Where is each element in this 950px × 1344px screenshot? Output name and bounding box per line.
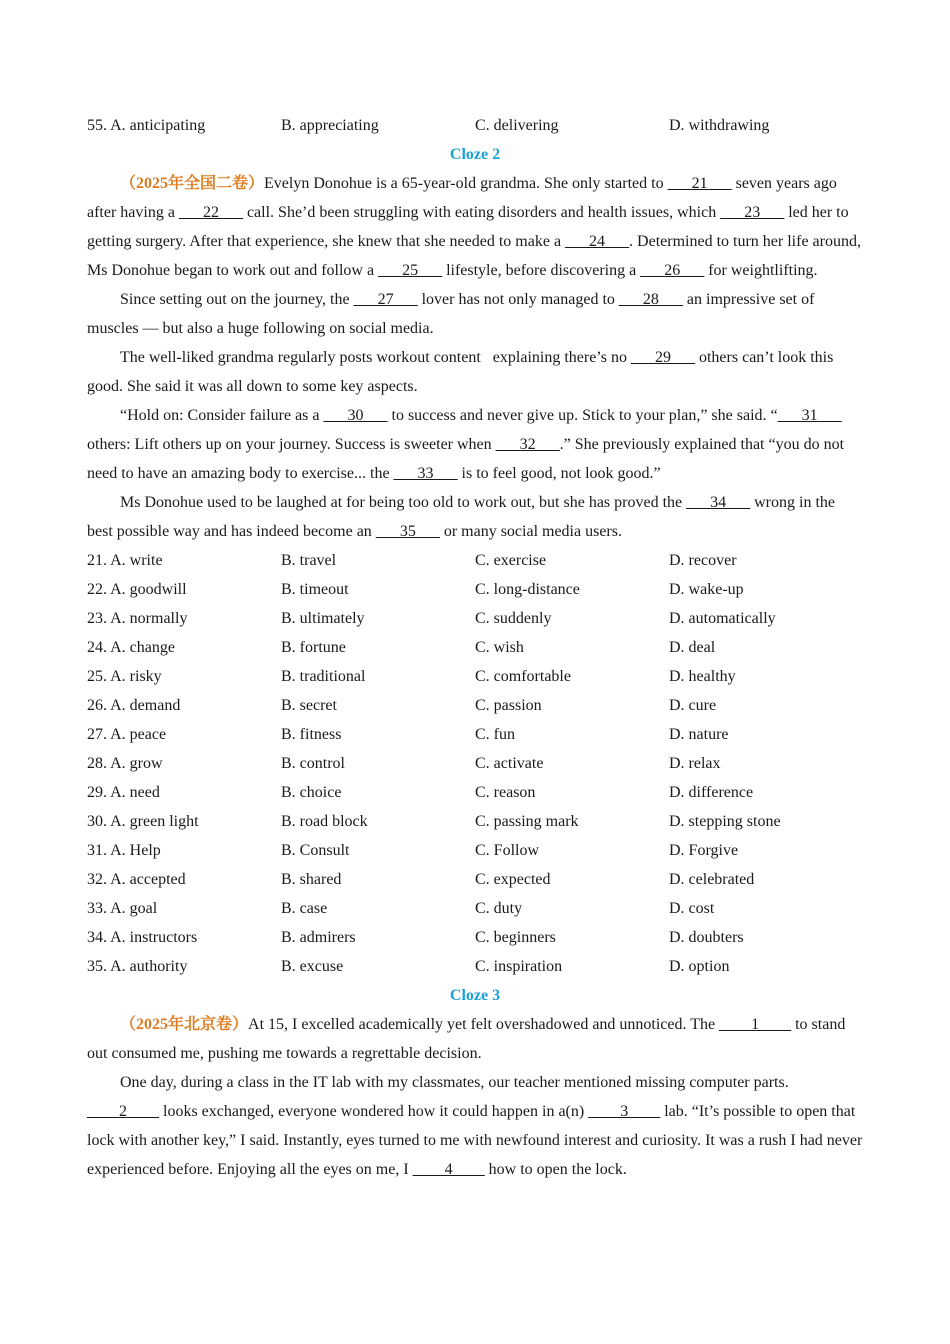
cloze2-paragraph-2: [87, 285, 863, 343]
text: others: Lift others up on your journey. Success is sweeter when: [87, 436, 496, 453]
option: B. timeout: [281, 581, 349, 598]
option: D. relax: [669, 755, 721, 772]
option: D. Forgive: [669, 842, 739, 859]
option: B. ultimately: [281, 610, 365, 627]
text: lover has not only managed to: [417, 291, 619, 308]
option: C. exercise: [475, 552, 547, 569]
text: looks exchanged, everyone wondered how it could happen in a(n): [159, 1103, 589, 1120]
prev-question-options: [87, 111, 863, 140]
option: 31. A. Help: [87, 842, 161, 859]
text: The well-liked grandma regularly posts workout content explaining there’s no: [120, 349, 631, 366]
document-page: [87, 111, 863, 1184]
blank-25: ___25___: [378, 262, 443, 279]
option: D. recover: [669, 552, 737, 569]
option: D. doubters: [669, 929, 744, 946]
text: lifestyle, before discovering a: [442, 262, 641, 279]
option: C. fun: [475, 726, 515, 743]
blank-1: ____1____: [719, 1016, 792, 1033]
option: 35. A. authority: [87, 958, 188, 975]
blank-27: ___27___: [353, 291, 418, 308]
option: B. road block: [281, 813, 368, 830]
blank-24: ___24___: [565, 233, 630, 250]
option-a: 55. A. anticipating: [87, 117, 206, 134]
option: B. Consult: [281, 842, 350, 859]
text: others can’t look this good. She said it was all down to some key aspects.: [87, 349, 834, 395]
option: D. stepping stone: [669, 813, 781, 830]
option: B. shared: [281, 871, 342, 888]
option: D. cure: [669, 697, 717, 714]
option: D. healthy: [669, 668, 736, 685]
option: B. admirers: [281, 929, 356, 946]
option: D. cost: [669, 900, 715, 917]
cloze2-title: Cloze 2: [449, 146, 501, 163]
text: seven years ago after having a: [87, 175, 837, 221]
text: Since setting out on the journey, the: [120, 291, 354, 308]
option: C. passion: [475, 697, 542, 714]
text: to success and never give up. Stick to your plan,” she said. “: [387, 407, 778, 424]
option: B. control: [281, 755, 345, 772]
option-c: C. delivering: [475, 117, 559, 134]
option: B. traditional: [281, 668, 366, 685]
option: 27. A. peace: [87, 726, 167, 743]
option: 23. A. normally: [87, 610, 188, 627]
text: to stand out consumed me, pushing me towards a regrettable decision.: [87, 1016, 846, 1062]
option: 29. A. need: [87, 784, 160, 801]
blank-29: ___29___: [630, 349, 695, 366]
option: C. suddenly: [475, 610, 552, 627]
cloze3-paragraph-1: [87, 1010, 863, 1068]
blank-21: ___21___: [667, 175, 732, 192]
option: C. Follow: [475, 842, 540, 859]
text: Evelyn Donohue is a 65-year-old grandma. She only started to: [264, 175, 668, 192]
blank-22: ___22___: [178, 204, 243, 221]
option: 30. A. green light: [87, 813, 199, 830]
blank-35: ___35___: [375, 523, 440, 540]
cloze2-paragraph-1: [87, 169, 863, 285]
source-tag: （2025年北京卷）: [120, 1016, 249, 1033]
option: B. travel: [281, 552, 337, 569]
option: C. reason: [475, 784, 536, 801]
blank-31: ___31___: [777, 407, 842, 424]
blank-32: ___32___: [495, 436, 560, 453]
text: for weightlifting.: [704, 262, 818, 279]
text: how to open the lock.: [484, 1161, 627, 1178]
option: B. fortune: [281, 639, 346, 656]
blank-33: ___33___: [393, 465, 458, 482]
option: C. long-distance: [475, 581, 580, 598]
option: 24. A. change: [87, 639, 175, 656]
cloze3-paragraph-2: [87, 1068, 863, 1184]
option: C. inspiration: [475, 958, 563, 975]
option: 33. A. goal: [87, 900, 158, 917]
text: led her to getting surgery. After that experience, she knew that she needed to make a: [87, 204, 849, 250]
option: D. deal: [669, 639, 716, 656]
option: C. comfortable: [475, 668, 571, 685]
source-tag: （2025年全国二卷）: [120, 175, 265, 192]
blank-2: ____2____: [87, 1103, 159, 1120]
option: B. excuse: [281, 958, 344, 975]
option-b: B. appreciating: [281, 117, 379, 134]
blank-4: ____4____: [412, 1161, 485, 1178]
option: 34. A. instructors: [87, 929, 198, 946]
option: 28. A. grow: [87, 755, 163, 772]
text: . Determined to turn her life around, Ms Donohue began to work out and follow a: [87, 233, 861, 279]
text: is to feel good, not look good.”: [457, 465, 661, 482]
option: C. passing mark: [475, 813, 579, 830]
blank-26: ___26___: [640, 262, 705, 279]
option: 22. A. goodwill: [87, 581, 187, 598]
text: “Hold on: Consider failure as a: [120, 407, 324, 424]
option: C. expected: [475, 871, 551, 888]
option: C. wish: [475, 639, 524, 656]
text: an impressive set of muscles — but also a huge following on social media.: [87, 291, 815, 337]
blank-34: ___34___: [686, 494, 751, 511]
text: Ms Donohue used to be laughed at for being too old to work out, but she has proved the: [120, 494, 687, 511]
option: B. fitness: [281, 726, 342, 743]
blank-28: ___28___: [618, 291, 683, 308]
blank-3: ____3____: [588, 1103, 661, 1120]
option: C. duty: [475, 900, 523, 917]
text: lab. “It’s possible to open that lock with another key,” I said. Instantly, eyes turned to me with newfound interest and curiosity. It was a rush I had never experienced before. Enjoying all the eyes on me, I: [87, 1103, 863, 1178]
cloze2-paragraph-5: [87, 488, 863, 546]
option: B. case: [281, 900, 328, 917]
text: or many social media users.: [439, 523, 622, 540]
text: One day, during a class in the IT lab with my classmates, our teacher mentioned missing computer parts.: [120, 1074, 789, 1091]
text: call. She’d been struggling with eating disorders and health issues, which: [242, 204, 721, 221]
option: D. celebrated: [669, 871, 755, 888]
option: C. beginners: [475, 929, 556, 946]
blank-30: ___30___: [323, 407, 388, 424]
option-d: D. withdrawing: [669, 117, 770, 134]
cloze3-title: Cloze 3: [449, 987, 501, 1004]
option: D. option: [669, 958, 730, 975]
cloze2-options-table: [87, 546, 863, 981]
text: .” She previously explained that “you do not need to have an amazing body to exercise... the: [87, 436, 845, 482]
cloze2-paragraph-4: [87, 401, 863, 488]
option: 21. A. write: [87, 552, 163, 569]
text: At 15, I excelled academically yet felt overshadowed and unnoticed. The: [248, 1016, 720, 1033]
option: B. choice: [281, 784, 342, 801]
option: D. difference: [669, 784, 754, 801]
option: 26. A. demand: [87, 697, 181, 714]
option: C. activate: [475, 755, 544, 772]
option: D. automatically: [669, 610, 776, 627]
option: D. nature: [669, 726, 729, 743]
option: 25. A. risky: [87, 668, 162, 685]
blank-23: ___23___: [720, 204, 785, 221]
cloze2-paragraph-3: [87, 343, 863, 401]
option: B. secret: [281, 697, 337, 714]
text: wrong in the best possible way and has indeed become an: [87, 494, 835, 540]
option: 32. A. accepted: [87, 871, 186, 888]
option: D. wake-up: [669, 581, 744, 598]
